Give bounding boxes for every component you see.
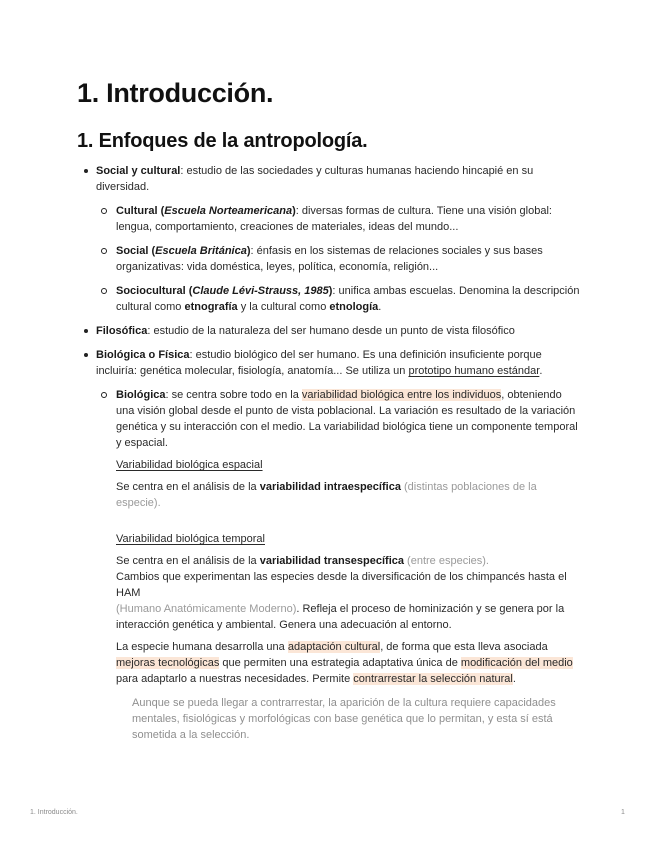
list-item-cultural: Cultural (Escuela Norteamericana): diversas formas de cultura. Tiene una visión global: lengua, comportamiento, creaciones de materiales, ideas del mundo... (96, 203, 580, 235)
adaptacion-text: La especie humana desarrolla una adaptación cultural, de forma que esta lleva asociada mejoras tecnológicas que permiten una estrategia adaptativa única de modificación del medio para adaptarlo a nuestras necesidades. Permite contrarrestar la selección natural. (116, 641, 573, 685)
page-title: 1. Introducción. (77, 78, 274, 108)
espacial-text: Se centra en el análisis de la variabilidad intraespecífica (distintas poblaciones de la especie). (116, 481, 537, 509)
list-item-filosofica: Filosófica: estudio de la naturaleza del ser humano desde un punto de vista filosófico (80, 323, 580, 339)
page-number: 1 (621, 809, 625, 816)
list-item-sociocultural: Sociocultural (Claude Lévi-Strauss, 1985): unifica ambas escuelas. Denomina la descripción cultural como etnografía y la cultural como etnología. (96, 283, 580, 315)
document-body (80, 163, 580, 751)
list-item-biologica: Biológica: se centra sobre todo en la variabilidad biológica entre los individuos, obteniendo una visión global desde el punto de vista poblacional. La variación es resultado de la variación genética y su interacción con el medio. La variabilidad biológica tiene un componente temporal y espacial. Variabilidad biológica espacial Se centra en el análisis de la variabilidad intraespecífica (distintas poblaciones de la especie). Variabilidad biológica temporal Se centra en el análisis de la variabilidad transespecífica (entre especies). Cambios que experimentan las especies desde la diversificación de los chimpancés hasta el HAM (Humano Anatómicamente Moderno). Refleja el proceso de hominización y se genera por la interacción genética y ambiental. Genera una adecuación al entorno. La especie humana desarrolla una adaptación cultural, de forma que esta lleva asociada mejoras tecnológicas que permiten una estrategia adaptativa única de modificación del medio para adaptarlo a nuestras necesidades. Permite contrarrestar la selección natural. Aunque se pueda llegar a contrarrestar, la aparición de la cultura requiere capacidades mentales, fisiológicas y morfológicas con base genética que lo permitan, y esta sí está sometida a la selección. (96, 387, 580, 743)
section-title: 1. Enfoques de la antropología. (77, 130, 368, 152)
temporal-text: Se centra en el análisis de la variabilidad transespecífica (entre especies). Cambios que experimentan las especies desde la diversificación de los chimpancés hasta el HAM (Humano Anatómicamente Moderno). Refleja el proceso de hominización y se genera por la interacción genética y ambiental. Genera una adecuación al entorno. (116, 555, 567, 631)
list-item-social: Social (Escuela Británica): énfasis en los sistemas de relaciones sociales y sus bases organizativas: vida doméstica, leyes, política, economía, religión... (96, 243, 580, 275)
list-item-social-cultural: Social y cultural: estudio de las sociedades y culturas humanas haciendo hincapié en su diversidad. Cultural (Escuela Norteamericana): diversas formas de cultura. Tiene una visión global: lengua, comportamiento, creaciones de materiales, ideas del mundo... Social (Escuela Británica): énfasis en los sistemas de relaciones sociales y sus bases organizativas: vida doméstica, leyes, política, economía, religión... Sociocultural (Claude Lévi-Strauss, 1985): unifica ambas escuelas. Denomina la descripción cultural como etnografía y la cultural como etnología. (80, 163, 580, 315)
quote-block: Aunque se pueda llegar a contrarrestar, la aparición de la cultura requiere capacidades mentales, fisiológicas y morfológicas con base genética que lo permitan, y esta sí está sometida a la selección. (132, 697, 556, 741)
temporal-heading: Variabilidad biológica temporal (116, 533, 265, 545)
footer-title: 1. Introducción. (30, 809, 78, 816)
espacial-block (116, 457, 580, 743)
social-cultural-sublist (96, 203, 580, 315)
approaches-list (80, 163, 580, 743)
list-item-biologica-fisica: Biológica o Física: estudio biológico del ser humano. Es una definición insuficiente porque incluiría: genética molecular, fisiología, anatomía... Se utiliza un prototipo humano estándar. Biológica: se centra sobre todo en la variabilidad biológica entre los individuos, obteniendo una visión global desde el punto de vista poblacional. La variación es resultado de la variación genética y su interacción con el medio. La variabilidad biológica tiene un componente temporal y espacial. Variabilidad biológica espacial Se centra en el análisis de la variabilidad intraespecífica (distintas poblaciones de la especie). Variabilidad biológica temporal Se centra en el análisis de la variabilidad transespecífica (entre especies). Cambios que experimentan las especies desde la diversificación de los chimpancés hasta el HAM (Humano Anatómicamente Moderno). Refleja el proceso de hominización y se genera por la interacción genética y ambiental. Genera una adecuación al entorno. La especie humana desarrolla una adaptación cultural, de forma que esta lleva asociada mejoras tecnológicas que permiten una estrategia adaptativa única de modificación del medio para adaptarlo a nuestras necesidades. Permite contrarrestar la selección natural. Aunque se pueda llegar a contrarrestar, la aparición de la cultura requiere capacidades mentales, fisiológicas y morfológicas con base genética que lo permitan, y esta sí está sometida a la selección. (80, 347, 580, 743)
underlined-term: prototipo humano estándar (408, 365, 540, 377)
biologica-sublist (96, 387, 580, 743)
highlight: variabilidad biológica entre los individuos (301, 389, 502, 401)
espacial-heading: Variabilidad biológica espacial (116, 459, 263, 471)
